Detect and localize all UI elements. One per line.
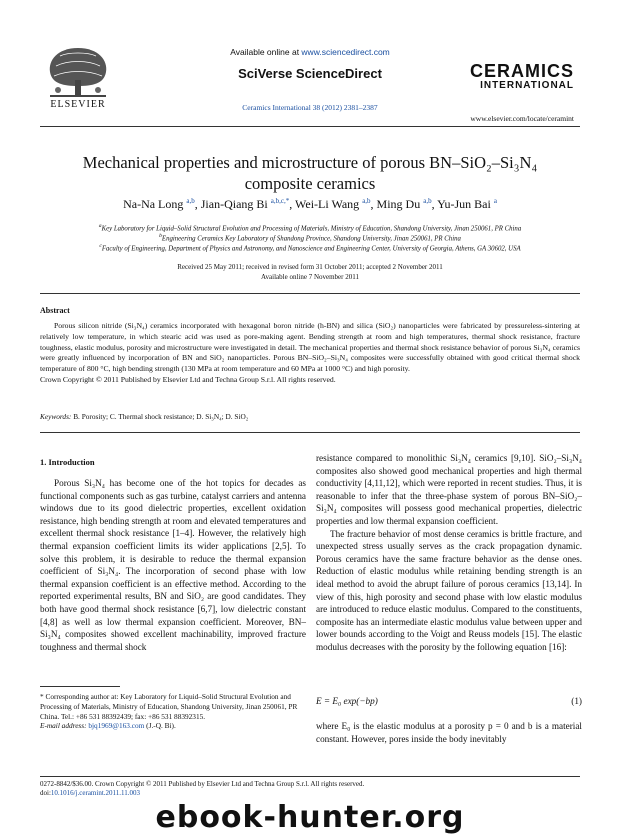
email-line: E-mail address: bjq1969@163.com (J.-Q. Bi).	[40, 721, 176, 731]
abstract-top-rule	[40, 293, 580, 294]
equation-number: (1)	[571, 696, 582, 706]
author: Yu-Jun Bai $^a$	[437, 197, 497, 211]
left-column	[40, 477, 306, 653]
available-prefix: Available online at	[230, 47, 302, 57]
available-online-date: Available online 7 November 2011	[261, 273, 359, 281]
right-column-continued	[316, 720, 582, 745]
abstract-bottom-rule	[40, 432, 580, 433]
watermark-text: ebook-hunter.org	[155, 800, 465, 835]
journal-name-line2: INTERNATIONAL	[480, 80, 574, 91]
footnote-rule	[40, 686, 120, 687]
issn-copyright: 0272-8842/$36.00. Crown Copyright © 2011 Published by Elsevier Ltd and Techna Group S.r.l. All rights reserved.	[40, 780, 365, 788]
keywords-list: B. Porosity; C. Thermal shock resistance; D. Si₃N₄; D. SiO₂	[73, 412, 249, 421]
journal-name-line1: CERAMICS	[469, 61, 574, 81]
author: Wei-Li Wang $^{a,b}$	[295, 197, 371, 211]
intro-paragraph-4: where E₀ is the elastic modulus at a porosity p = 0 and b is a material constant. However, pores inside the body inevitably	[316, 721, 582, 744]
journal-website[interactable]: www.elsevier.com/locate/ceramint	[470, 114, 574, 123]
author: Jian-Qiang Bi $^{a,b,c,*}$	[200, 197, 290, 211]
intro-paragraph-1: Porous Si₃N₄ has become one of the hot topics for decades as functional components such as gas turbine, catalyst carriers and antenna windows due to its good dielectric properties, excellent oxidation resistance, high bending strength at room and elevated temperatures and excellent thermal shock resistance [1–4]. However, the relatively high thermal expansion coefficient limits its wider applications [2,5]. To solve this problem, it is desirable to reduce the thermal expansion coefficient of Si₃N₄. The incorporation of second phase with low thermal expansion coefficient is an effective method. According to the reported experimental results, BN and SiO₂ are good candidates. They both have good thermal shock resistance [6,7], low dielectric constant [4,8] as well as low thermal expansion coefficient. Moreover, BN–Si₃N₄ composites showed excellent machinability, improved fracture toughness and thermal shock	[40, 478, 306, 652]
corresponding-author-footnote	[40, 692, 306, 731]
intro-paragraph-2: resistance compared to monolithic Si₃N₄ ceramics [9,10]. SiO₂–Si₃N₄ composites also showed good mechanical properties and high thermal conductivity [4,11,12], which were reported in recent studies. Thus, it is reasonable to infer that the three-phase system of porous BN–SiO₂–Si₃N₄ composites will possess good mechanical properties, dielectric properties and low thermal expansion coefficient.	[316, 453, 582, 526]
article-title-line1: Mechanical properties and microstructure of porous BN–SiO₂–Si₃N₄	[82, 153, 538, 172]
affiliation-b: $^b$Engineering Ceramics Key Laboratory of Shandong Province, Shandong University, Jinan 250061, PR China	[159, 233, 461, 243]
article-title	[40, 152, 580, 194]
header-rule	[40, 126, 580, 127]
copyright-doi	[40, 780, 364, 798]
article-dates	[40, 262, 580, 282]
available-online-line	[0, 47, 620, 57]
doi-link[interactable]: 10.1016/j.ceramint.2011.11.003	[50, 789, 140, 797]
bottom-rule	[40, 776, 580, 777]
author: Ming Du $^{a,b}$	[376, 197, 432, 211]
section-heading: 1. Introduction	[40, 457, 95, 467]
intro-paragraph-3: The fracture behavior of most dense ceramics is brittle fracture, and unexpected stress usually serves as the crack propagation dynamic. Porous ceramics have the same fracture behavior as the dense ones. Reduction of elastic modulus while retaining bending strength is an ideal method to avoid the abrupt failure of porous ceramics [13,14]. In view of this, high porosity and second phase with low elastic modulus are introduced to reduce elastic modulus. Compared to the constituents, composite has an intermediate elastic modulus value between upper and lower bounds according to the Voigt and Reuss models [15]. The elastic modulus decreases with the porosity by the following equation [16]:	[316, 528, 582, 652]
abstract-copyright: Crown Copyright © 2011 Published by Elsevier Ltd and Techna Group S.r.l. All rights reserved.	[40, 374, 336, 384]
affiliation-c: $^c$Faculty of Engineering, Department of Physics and Astronomy, and Nanoscience and Engineering Center, University of Georgia, Athens, GA 30602, USA	[99, 243, 521, 253]
affiliation-a: $^a$Key Laboratory for Liquid–Solid Structural Evolution and Processing of Materials, Ministry of Education, Shandong University, Jinan 250061, PR China	[98, 223, 522, 233]
article-title-line2: composite ceramics	[244, 174, 376, 193]
sciverse-wordmark: SciVerse ScienceDirect	[238, 66, 382, 81]
keywords-label: Keywords:	[40, 412, 72, 421]
journal-reference[interactable]: Ceramics International 38 (2012) 2381–2387	[242, 103, 378, 112]
doi-line: doi:10.1016/j.ceramint.2011.11.003	[40, 789, 140, 797]
abstract-heading: Abstract	[40, 306, 70, 315]
author: Na-Na Long $^{a,b}$	[123, 197, 195, 211]
corresponding-author-text: * Corresponding author at: Key Laboratory for Liquid–Solid Structural Evolution and Processing of Materials, Ministry of Education, Shandong University, Jinan 250061, PR China. Tel.: +86 531 88392439; fax: +86 531 88392315.	[40, 692, 298, 721]
equation-text: E = E₀ exp(−bp)	[316, 696, 378, 706]
keywords	[40, 412, 248, 421]
received-dates: Received 25 May 2011; received in revised form 31 October 2011; accepted 2 November 2011	[177, 263, 443, 271]
publisher-logo-text: ELSEVIER	[50, 99, 106, 110]
abstract-paragraph: Porous silicon nitride (Si₃N₄) ceramics incorporated with hexagonal boron nitride (h-BN) and silica (SiO₂) nanoparticles were fabricated by pressureless-sintering at relatively low temperature, in which stearic acid was used as pore-making agent. Bending strength at room and high temperatures, thermal shock resistance, fracture toughness, elastic modulus, porosity and microstructure were investigated in detail. The mechanical properties and thermal shock resistance behavior of porous Si₃N₄ ceramics were greatly influenced by incorporation of BN and SiO₂ nanoparticles. Porous BN–SiO₂–Si₃N₄ composites were successfully obtained with good critical thermal shock temperature of 800 °C, high bending strength (130 MPa at room temperature and 60 MPa at 1000 °C) and high porosity.	[40, 321, 580, 374]
abstract-body	[40, 321, 580, 386]
right-column	[316, 452, 582, 654]
journal-logo	[470, 62, 574, 92]
author-list: Na-Na Long $^{a,b}$, Jian-Qiang Bi $^{a,b,c,*}$, Wei-Li Wang $^{a,b}$, Ming Du $^{a,b}$, Yu-Jun Bai $^a$	[123, 197, 497, 211]
email-link[interactable]: bjq1969@163.com	[88, 721, 145, 731]
equation-1	[316, 696, 582, 706]
sciencedirect-link[interactable]: www.sciencedirect.com	[301, 47, 390, 57]
